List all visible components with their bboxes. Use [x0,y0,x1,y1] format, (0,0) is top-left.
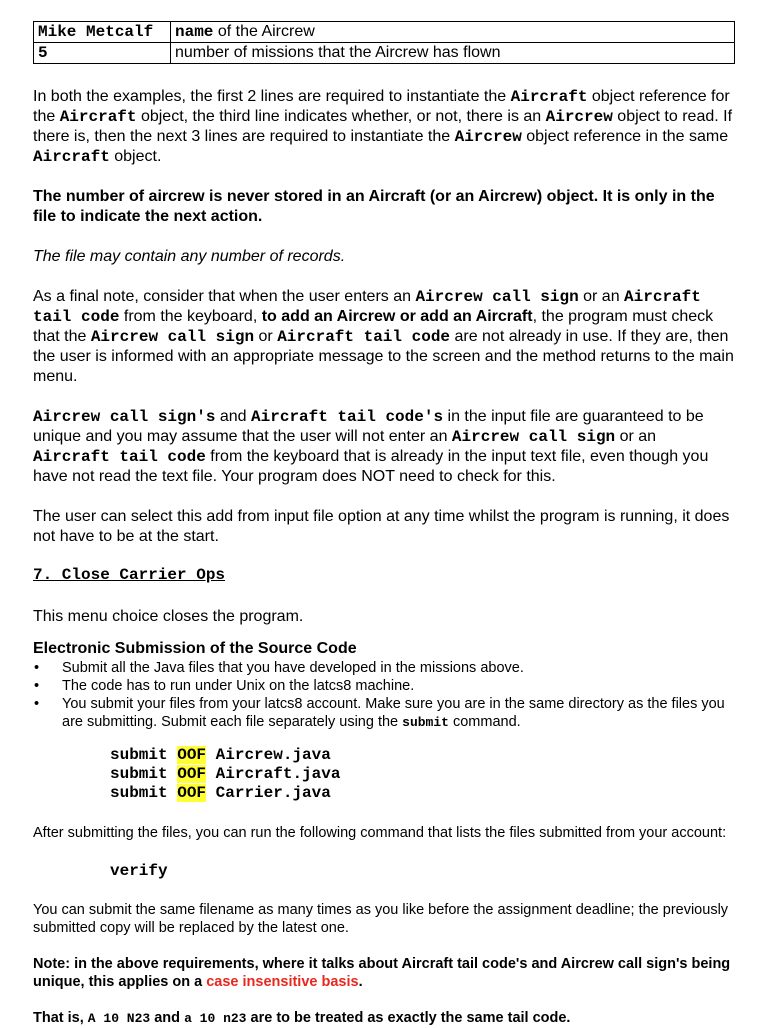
table-cell-desc: number of missions that the Aircrew has flown [171,43,735,64]
paragraph-final-note [33,287,735,387]
bullet-text: Submit all the Java files that you have developed in the missions above. [62,660,524,676]
text: object reference in the same [521,128,729,145]
highlighted-code: OOF [177,765,207,783]
paragraph-resubmit: You can submit the same filename as many times as you like before the assignment deadline; the previously submitted copy will be replaced by the latest one. [33,902,729,936]
text: are not already in use. If they are, then the user is informed with an appropriate message to the screen and the method returns to the main menu. [33,328,734,385]
text: from the keyboard that is already in the input text file, even though you have not read the text file. Your program does NOT need to check for this. [33,448,709,485]
command-text: submit [110,746,168,764]
file-name: Aircrew.java [215,746,331,764]
code-text: Aircraft tail code [277,328,451,346]
bullet-icon: • [34,678,40,694]
text: . [358,974,363,990]
code-text: Aircraft tail code's [251,408,444,426]
submit-commands [33,746,735,803]
list-item [33,659,735,677]
paragraph-records-note: The file may contain any number of records. [33,248,346,265]
submission-bullet-list [33,659,735,732]
field-table [33,21,735,64]
table-cell-key: Mike Metcalf [34,22,171,43]
bold-text: to add an Aircrew or add an Aircraft [261,308,533,325]
text: and [215,408,252,425]
command-line [110,746,735,765]
text: object. [109,148,162,165]
list-item [33,677,735,695]
section-heading-text: 7. Close Carrier Ops [33,566,226,584]
command-text: submit [110,765,168,783]
text: object to read. If there is, then the next 3 lines are required to instantiate the [33,108,733,145]
highlighted-code: OOF [177,746,207,764]
table-cell-key: 5 [34,43,171,64]
code-text: Aircraft [510,88,588,106]
code-text: submit [402,715,449,730]
paragraph-close: This menu choice closes the program. [33,608,304,625]
paragraph-example-tail-code [33,1009,735,1028]
paragraph-examples [33,87,735,167]
text: As a final note, consider that when the user enters an [33,288,416,305]
verify-command: verify [110,862,168,880]
text: or [254,328,278,345]
list-item [33,695,735,732]
code-text: Aircrew [545,108,613,126]
text: from the keyboard, [119,308,262,325]
code-text: Aircrew [454,128,522,146]
paragraph-uniqueness [33,407,735,487]
table-cell-desc [171,22,735,43]
text: in the input file are guaranteed to be unique and you may assume that the user will not enter an [33,408,704,445]
code-text: Aircrew call sign's [33,408,216,426]
table-row [34,43,735,64]
bullet-icon: • [34,696,40,712]
command-line [110,784,735,803]
file-name: Aircraft.java [215,765,341,783]
paragraph-aircrew-count-note: The number of aircrew is never stored in an Aircraft (or an Aircrew) object. It is only in the file to indicate the next action. [33,188,715,225]
table-row [34,22,735,43]
text: Note: in the above requirements, where it talks about Aircraft tail code's and Aircrew call sign's being unique, this applies on a [33,956,731,990]
section-heading [33,565,735,585]
code-text: name [175,23,214,41]
text: object reference for the [33,88,730,125]
desc-text: of the Aircrew [213,23,315,40]
text: or an [578,288,625,305]
text: That is, [33,1010,88,1026]
code-text: Aircraft tail code [33,288,701,326]
code-text: A 10 N23 [87,1011,151,1026]
text: object, the third line indicates whether, or not, there is an [136,108,546,125]
file-name: Carrier.java [215,784,331,802]
code-text: a 10 n23 [184,1011,247,1026]
bullet-text: The code has to run under Unix on the latcs8 machine. [62,678,415,694]
text: , the program must check that the [33,308,714,345]
red-text: case insensitive basis [206,974,359,990]
highlighted-code: OOF [177,784,207,802]
paragraph-after-submit: After submitting the files, you can run the following command that lists the files submitted from your account: [33,825,727,841]
command-line [110,765,735,784]
code-text: Aircrew call sign [90,328,255,346]
paragraph-case-note [33,955,735,991]
code-text: Aircrew call sign [415,288,579,306]
paragraph-add-option: The user can select this add from input file option at any time whilst the program is running, it does not have to be at the start. [33,508,730,545]
command-text: submit [110,784,168,802]
bullet-icon: • [34,660,40,676]
code-text: Aircrew call sign [451,428,616,446]
document-page [33,21,735,1028]
code-text: Aircraft [59,108,137,126]
code-text: Aircraft tail code [33,448,206,466]
text: In both the examples, the first 2 lines are required to instantiate the [33,88,511,105]
submission-title: Electronic Submission of the Source Code [33,640,357,657]
bullet-text: command. [448,714,521,730]
text: are to be treated as exactly the same tail code. [246,1010,571,1026]
code-text: Aircraft [33,148,110,166]
text: and [150,1010,185,1026]
bullet-text: You submit your files from your latcs8 account. Make sure you are in the same directory as the files you are submitting. Submit each file separately using the [62,696,725,730]
text: or an [615,428,657,445]
